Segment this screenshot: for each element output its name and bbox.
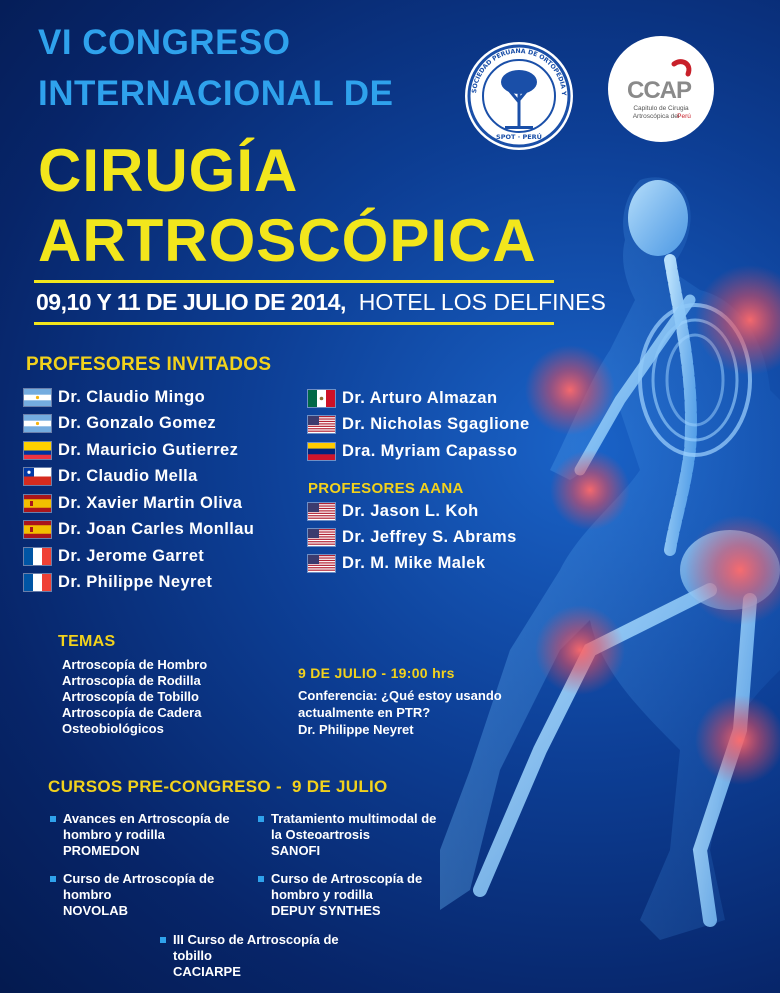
professor-item <box>308 439 517 463</box>
course-title-line: Avances en Artroscopía de <box>63 811 230 826</box>
bullet-icon <box>258 816 264 822</box>
course-title-line: Tratamiento multimodal de <box>271 811 437 826</box>
professor-item <box>308 386 497 410</box>
professor-name: Dr. Xavier Martin Oliva <box>58 493 243 512</box>
course-item <box>160 932 339 980</box>
divider-top <box>34 280 554 283</box>
course-title-line: Curso de Artroscopía de <box>63 871 215 886</box>
professor-name: Dr. Jeffrey S. Abrams <box>342 527 517 546</box>
conference-line-1: Conferencia: ¿Qué estoy usando <box>298 688 502 703</box>
professor-name: Dr. Mauricio Gutierrez <box>58 440 239 459</box>
spain-flag-icon <box>24 521 51 538</box>
ccap-logo <box>608 36 714 142</box>
bullet-icon <box>50 876 56 882</box>
professor-name: Dr. Philippe Neyret <box>58 573 213 591</box>
professor-item <box>24 518 254 542</box>
mexico-flag-icon <box>308 390 335 407</box>
ecuador-flag-icon <box>24 442 51 459</box>
professor-name: Dra. Myriam Capasso <box>342 441 518 460</box>
bullet-icon <box>50 816 56 822</box>
professor-item <box>24 544 204 568</box>
professor-item <box>308 551 485 575</box>
professor-name: Dr. Gonzalo Gomez <box>58 414 217 432</box>
professor-name: Dr. M. Mike Malek <box>342 553 486 572</box>
professor-item <box>24 571 212 595</box>
ccap-subtitle-3: Perú <box>677 113 691 120</box>
france-flag-icon <box>24 574 51 591</box>
conference-time: 9 DE JULIO - 19:00 hrs <box>298 665 455 681</box>
event-dates: 09,10 Y 11 DE JULIO DE 2014, <box>36 289 346 315</box>
argentina-flag-icon <box>24 415 51 432</box>
professor-name: Dr. Nicholas Sgaglione <box>342 415 530 433</box>
bullet-icon <box>258 876 264 882</box>
tema-item: Artroscopía de Cadera <box>62 705 202 720</box>
course-title-line: tobillo <box>173 948 212 963</box>
course-title-line: hombro y rodilla <box>271 887 373 902</box>
course-title-line: Curso de Artroscopía de <box>271 871 423 886</box>
temas-section-title: TEMAS <box>58 633 116 650</box>
spot-logo-emblem <box>465 42 573 150</box>
title-line-1: VI CONGRESO <box>38 23 291 62</box>
course-sponsor: DEPUY SYNTHES <box>271 903 381 918</box>
professor-item <box>308 499 479 523</box>
professor-item <box>24 438 238 462</box>
ccap-subtitle-1: Capitulo de Cirugia <box>633 105 689 112</box>
tema-item: Artroscopía de Rodilla <box>62 673 201 688</box>
cursos-title: CURSOS PRE-CONGRESO - <box>48 777 282 796</box>
conference-speaker: Dr. Philippe Neyret <box>298 722 414 737</box>
argentina-flag-icon <box>24 389 51 406</box>
professor-name: Dr. Jerome Garret <box>58 546 205 565</box>
professor-item <box>24 385 205 409</box>
usa-flag-icon <box>308 503 335 520</box>
professor-item <box>24 491 242 515</box>
france-flag-icon <box>24 548 51 565</box>
professor-item <box>308 525 517 549</box>
course-item <box>50 871 214 919</box>
course-item <box>258 871 422 919</box>
cursos-section-title <box>48 776 388 798</box>
usa-flag-icon <box>308 529 335 546</box>
course-title-line: hombro <box>63 887 112 902</box>
event-date-venue <box>36 289 606 315</box>
title-line-4: ARTROSCÓPICA <box>38 207 537 274</box>
professor-name: Dr. Joan Carles Monllau <box>58 520 255 538</box>
conference-line-2: actualmente en PTR? <box>298 705 431 720</box>
cursos-date: 9 DE JULIO <box>291 777 388 796</box>
title-line-3: CIRUGÍA <box>38 137 299 204</box>
course-sponsor: PROMEDON <box>63 843 140 858</box>
course-sponsor: NOVOLAB <box>63 903 128 918</box>
temas-list <box>62 657 207 737</box>
event-venue: HOTEL LOS DELFINES <box>358 289 606 315</box>
ccap-mark: CCAP <box>626 77 692 104</box>
venezuela-flag-icon <box>308 443 335 460</box>
spot-bottom-text: SPOT · PERÚ <box>496 133 542 141</box>
bullet-icon <box>160 937 166 943</box>
course-item <box>50 811 230 859</box>
professor-item <box>24 465 198 489</box>
course-title-line: la Osteoartrosis <box>271 827 370 842</box>
tema-item: Artroscopía de Hombro <box>62 657 208 672</box>
course-sponsor: CACIARPE <box>173 964 241 979</box>
professor-name: Dr. Claudio Mingo <box>58 387 206 406</box>
professor-name: Dr. Arturo Almazan <box>342 388 498 407</box>
aana-section-title: PROFESORES AANA <box>308 480 464 497</box>
tema-item: Osteobiológicos <box>62 721 164 736</box>
spot-logo <box>465 42 573 150</box>
tema-item: Artroscopía de Tobillo <box>62 689 199 704</box>
invited-section-title: PROFESORES INVITADOS <box>26 354 272 375</box>
spain-flag-icon <box>24 495 51 512</box>
ccap-logo-emblem <box>608 36 714 142</box>
professor-item <box>308 413 530 437</box>
course-sponsor: SANOFI <box>271 843 321 858</box>
title-line-2: INTERNACIONAL DE <box>38 74 394 113</box>
course-title-line: III Curso de Artroscopía de <box>173 932 339 947</box>
professor-name: Dr. Jason L. Koh <box>342 501 479 520</box>
professor-item <box>24 412 216 436</box>
ccap-subtitle-2: Artroscópica del <box>632 113 680 120</box>
course-title-line: hombro y rodilla <box>63 827 165 842</box>
course-item <box>258 811 436 859</box>
usa-flag-icon <box>308 555 335 572</box>
professor-name: Dr. Claudio Mella <box>58 467 198 485</box>
usa-flag-icon <box>308 416 335 433</box>
chile-flag-icon <box>24 468 51 485</box>
spot-ring-text: SOCIEDAD PERUANA DE ORTOPEDIA Y <box>471 47 568 96</box>
divider-bottom <box>34 322 554 325</box>
